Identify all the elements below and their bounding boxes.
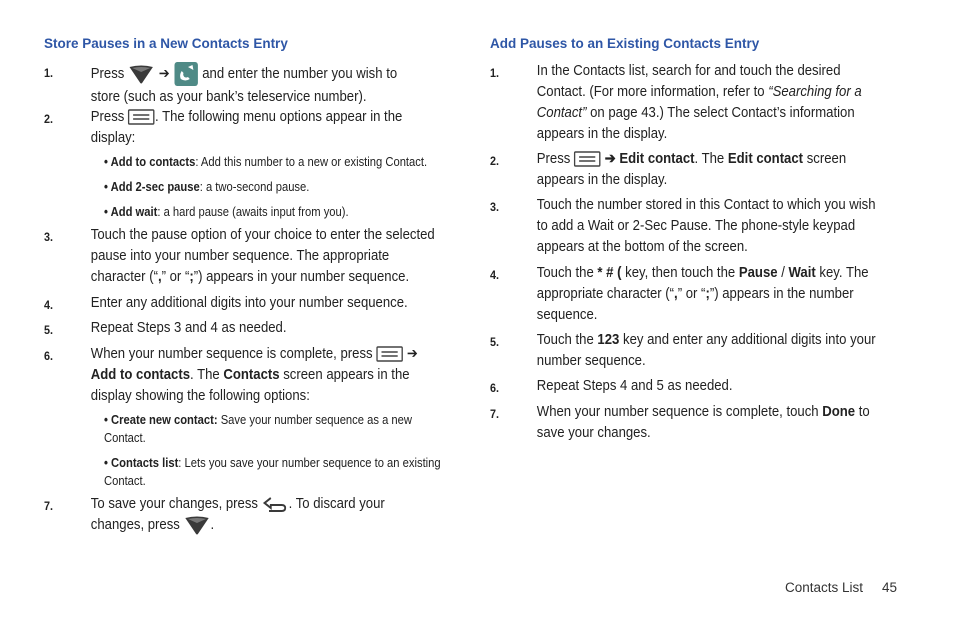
step-text: When your number sequence is complete, touch [536,404,819,420]
step-text: on page 43.) The select Contact’s information [590,105,855,121]
step-text: Repeat Steps 4 and 5 as needed. [536,378,733,394]
step-text: . The [190,367,220,383]
step-text: . The following menu options appear in the [155,109,403,125]
step-number: 6. [490,381,500,395]
comma-char: , [157,269,162,285]
step-number: 1. [490,66,500,80]
step-text: ”) appears in the number [709,286,854,302]
step-text: character (“ [90,269,158,285]
step-text: . The [694,151,725,167]
step-number: 4. [44,298,54,312]
semicolon-char: ; [705,286,710,302]
cross-reference: “Searching for a [768,84,862,100]
option-name: Add to contacts [90,367,191,383]
bullet-create-new-contact: • Create new contact: Save your number sequence as a new Contact. [104,412,412,445]
step-number: 1. [44,66,54,80]
step-text: ” or “ [677,286,706,302]
step-text: Press [90,65,125,82]
step-text: key, then touch the [625,265,736,281]
key-name: 123 [597,332,620,348]
step-text: display: [90,130,136,146]
bullet-contacts-list: • Contacts list: Lets you save your number sequence to an existing Contact. [104,455,441,488]
step-number: 2. [490,154,500,168]
step-number: 3. [490,200,500,214]
semicolon-char: ; [189,269,194,285]
arrow-glyph: ➔ [158,65,170,82]
footer-section-name: Contacts List [785,580,864,595]
key-name: * # ( [597,265,622,281]
step-text: In the Contacts list, search for and touch the desired [536,63,841,79]
step-text: ”) appears in your number sequence. [193,269,410,285]
section-heading-right: Add Pauses to an Existing Contacts Entry [490,36,760,51]
screen-name: Edit contact [727,151,804,167]
step-text: Touch the pause option of your choice to enter the selected [90,227,435,243]
step-text: pause into your number sequence. The appropriate [90,248,390,264]
step-text: Touch the number stored in this Contact to which you wish [536,197,876,213]
bullet-text: Contact. [104,430,146,445]
bullet-add-wait: • Add wait: a hard pause (awaits input from you). [104,204,349,219]
comma-char: , [674,286,678,302]
step-number: 7. [490,407,500,421]
key-name: Wait [788,265,816,281]
step-text: Press [90,109,125,125]
back-key-icon [262,495,289,513]
bullet-term: Create new contact: [111,412,218,427]
step-text: Touch the [536,265,594,281]
step-text: Repeat Steps 3 and 4 as needed. [90,320,287,336]
bullet-text: : a hard pause (awaits input from you). [157,204,349,219]
section-heading-left: Store Pauses in a New Contacts Entry [44,36,288,51]
step-text: To save your changes, press [90,496,258,512]
key-name: Pause [738,265,778,281]
step-text: Contact. (For more information, refer to [536,84,765,100]
step-text: sequence. [536,307,598,323]
key-name: Done [822,404,856,420]
arrow-glyph: ➔ [604,151,616,167]
bullet-add-2-sec-pause: • Add 2-sec pause: a two-second pause. [104,179,310,194]
menu-key-icon [128,109,155,125]
step-text: . [210,517,215,533]
bullet-text: Save your number sequence as a new [220,412,412,427]
home-key-icon [184,515,211,535]
page-number: 45 [882,580,898,595]
step-text: When your number sequence is complete, press [90,346,373,362]
step-text: . To discard your [288,496,385,512]
step-number: 2. [44,112,54,126]
step-text: key. The [819,265,869,281]
step-text: display showing the following options: [90,388,310,404]
step-text: Enter any additional digits into your number sequence. [90,295,408,311]
cross-reference: Contact” [536,105,587,121]
bullet-text: Contact. [104,473,146,488]
menu-key-icon [376,346,403,362]
step-text: number sequence. [536,353,646,369]
step-number: 3. [44,230,54,244]
step-text: screen appears in the [283,367,410,383]
option-name: Edit contact [619,151,695,167]
step-text: and enter the number you wish to [202,65,398,82]
arrow-glyph: ➔ [406,346,418,362]
bullet-text: : Lets you save your number sequence to an existing [178,455,441,470]
bullet-text: : Add this number to a new or existing Contact. [195,154,428,169]
bullet-term: Add 2-sec pause [110,179,200,194]
step-number: 4. [490,268,500,282]
screen-name: Contacts [223,367,280,383]
step-text: screen [806,151,847,167]
home-key-icon [128,64,155,84]
step-text: store (such as your bank’s teleservice number). [90,89,367,105]
step-text: appropriate character (“ [536,286,675,302]
step-text: appears in the display. [536,172,668,188]
step-text: Touch the [536,332,594,348]
step-text: / [781,265,785,281]
step-number: 7. [44,499,54,513]
step-text: to add a Wait or 2-Sec Pause. The phone-style keypad [536,218,856,234]
step-text: appears at the bottom of the screen. [536,239,748,255]
bullet-term: Contacts list [111,455,179,470]
step-text: to [858,404,870,420]
step-text: appears in the display. [536,126,668,142]
step-text: ” or “ [161,269,190,285]
step-text: changes, press [90,517,180,533]
step-text: key and enter any additional digits into your [623,332,876,348]
bullet-add-to-contacts: • Add to contacts: Add this number to a new or existing Contact. [104,154,428,169]
step-number: 6. [44,349,54,363]
bullet-term: Add to contacts [110,154,196,169]
step-text: Press [536,151,571,167]
step-number: 5. [44,323,54,337]
phone-app-icon [173,61,198,87]
step-text: save your changes. [536,425,651,441]
step-number: 5. [490,335,500,349]
menu-key-icon [574,151,601,167]
bullet-term: Add wait [110,204,158,219]
bullet-text: : a two-second pause. [199,179,310,194]
